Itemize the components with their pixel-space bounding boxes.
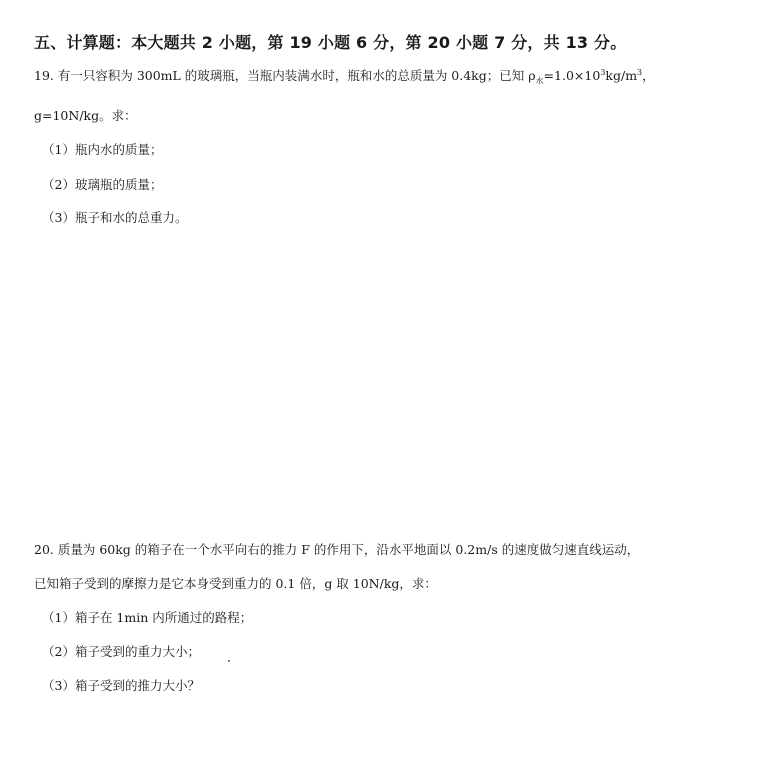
question-19-continuation: g=10N/kg。求：	[34, 108, 137, 123]
q19-superscript-1: 3	[600, 67, 606, 77]
q19-text-part-c: kg/m	[605, 68, 638, 83]
question-19-part-2: （2）玻璃瓶的质量；	[42, 177, 163, 192]
q19-subscript: 水	[535, 76, 544, 86]
scan-speck	[228, 660, 230, 662]
question-19-text	[34, 66, 655, 84]
q19-text-part-b: =1.0×10	[543, 68, 601, 83]
question-19-part-3: （3）瓶子和水的总重力。	[42, 210, 188, 225]
section-heading: 五、计算题：本大题共 2 小题，第 19 小题 6 分，第 20 小题 7 分，共 13 分。	[34, 33, 627, 52]
question-19-part-1: （1）瓶内水的质量；	[42, 142, 163, 157]
question-20-part-2: （2）箱子受到的重力大小；	[42, 644, 200, 659]
question-20-continuation: 已知箱子受到的摩擦力是它本身受到重力的 0.1 倍，g 取 10N/kg，求：	[34, 576, 437, 591]
question-20-part-3: （3）箱子受到的推力大小？	[42, 678, 200, 693]
question-20-text: 20. 质量为 60kg 的箱子在一个水平向右的推力 F 的作用下，沿水平地面以 0.2m/s 的速度做匀速直线运动，	[34, 542, 640, 557]
q19-text-part-a: 19. 有一只容积为 300mL 的玻璃瓶，当瓶内装满水时，瓶和水的总质量为 0.4kg；已知 ρ	[34, 68, 536, 83]
q19-text-part-d: ，	[642, 68, 655, 83]
q19-superscript-2: 3	[637, 67, 643, 77]
question-20-part-1: （1）箱子在 1min 内所通过的路程；	[42, 610, 253, 625]
